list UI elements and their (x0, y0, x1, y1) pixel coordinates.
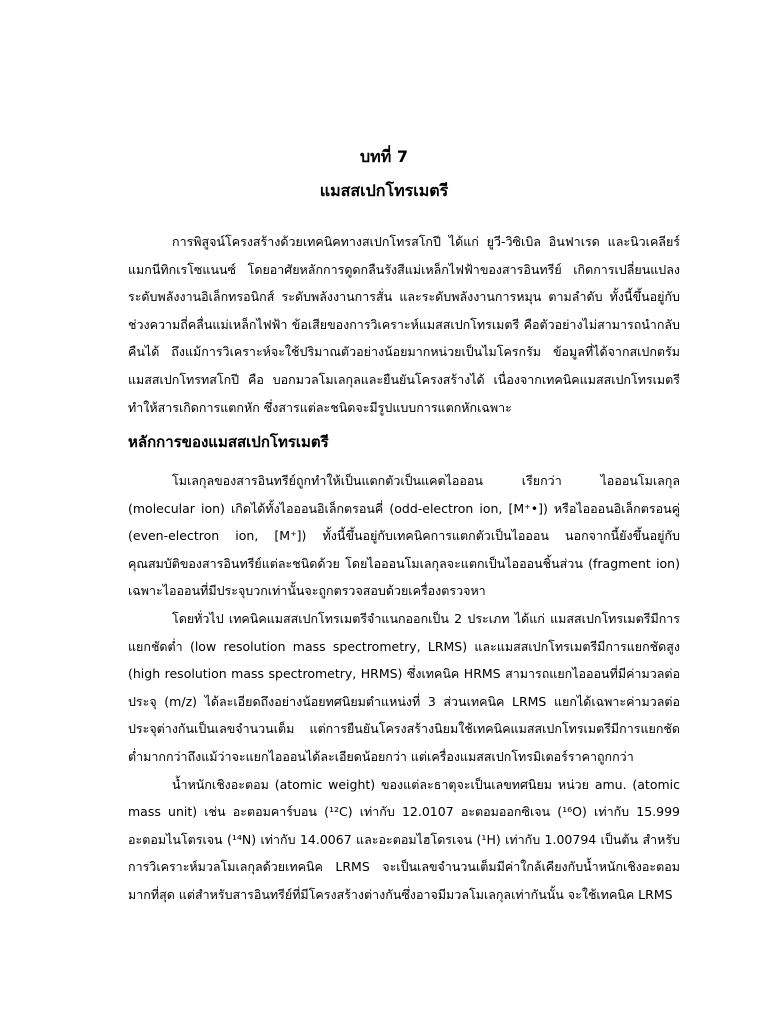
section-paragraph-3: น้ำหนักเชิงอะตอม (atomic weight) ของแต่ละธาตุจะเป็นเลขทศนิยม หน่วย amu. (atomic mass unit) เช่น อะตอมคาร์บอน (¹²C) เท่ากับ 12.0107 อะตอมออกซิเจน (¹⁶O) เท่ากับ 15.999 อะตอมไนโตรเจน (¹⁴N) เท่ากับ 14.0067 และอะตอมไฮโดรเจน (¹H) เท่ากับ 1.00794 เป็นต้น สำหรับการวิเคราะห์มวลโมเลกุลด้วยเทคนิค LRMS จะเป็นเลขจำนวนเต็มมีค่าใกล้เคียงกับน้ำหนักเชิงอะตอมมากที่สุด แต่สำหรับสารอินทรีย์ที่มีโครงสร้างต่างกันซึ่งอาจมีมวลโมเลกุลเท่ากันนั้น จะใช้เทคนิค LRMS (128, 776, 680, 902)
section-heading: หลักการของแมสสเปกโทรเมตรี (128, 433, 329, 451)
section-body (128, 467, 680, 909)
chapter-number: บทที่ 7 (360, 147, 408, 166)
intro-paragraph: การพิสูจน์โครงสร้างด้วยเทคนิคทางสเปกโทรสโกปี ได้แก่ ยูวี-วิซิเบิล อินฟาเรด และนิวเคลียร์แมกนีทิกเรโซแนนซ์ โดยอาศัยหลักการดูดกลืนรังสีแม่เหล็กไฟฟ้าของสารอินทรีย์ เกิดการเปลี่ยนแปลงระดับพลังงานอิเล็กทรอนิกส์ ระดับพลังงานการสั่น และระดับพลังงานการหมุน ตามลำดับ ทั้งนี้ขึ้นอยู่กับช่วงความถี่คลื่นแม่เหล็กไฟฟ้า ข้อเสียของการวิเคราะห์แมสสเปกโทรเมตรี คือตัวอย่างไม่สามารถนำกลับคืนได้ ถึงแม้การวิเคราะห์จะใช้ปริมาณตัวอย่างน้อยมากหน่วยเป็นไมโครกรัม ข้อมูลที่ได้จากสเปกตรัมแมสสเปกโทรทสโกปี คือ บอกมวลโมเลกุลและยืนยันโครงสร้างได้ เนื่องจากเทคนิคแมสสเปกโทรเมตรีทำให้สารเกิดการแตกหัก ซึ่งสารแต่ละชนิดจะมีรูปแบบการแตกหักเฉพาะ (128, 234, 680, 415)
section-paragraph-1: โมเลกุลของสารอินทรีย์ถูกทำให้เป็นแตกตัวเป็นแคตไอออน เรียกว่า ไอออนโมเลกุล (molecular ion) เกิดได้ทั้งไอออนอิเล็กตรอนคี่ (odd-electron ion, [M⁺•]) หรือไอออนอิเล็กตรอนคู่ (even-electron ion, [M⁺]) ทั้งนี้ขึ้นอยู่กับเทคนิคการแตกตัวเป็นไอออน นอกจากนี้ยังขึ้นอยู่กับคุณสมบัติของสารอินทรีย์แต่ละชนิดด้วย โดยไอออนโมเลกุลจะแตกเป็นไอออนชิ้นส่วน (fragment ion) เฉพาะไอออนที่มีประจุบวกเท่านั้นจะถูกตรวจสอบด้วยเครื่องตรวจหา (128, 473, 680, 599)
chapter-heading (0, 140, 768, 208)
intro-section (128, 228, 680, 421)
section-paragraph-2: โดยทั่วไป เทคนิคแมสสเปกโทรเมตรีจำแนกออกเป็น 2 ประเภท ได้แก่ แมสสเปกโทรเมตรีมีการแยกชัดต่ำ (low resolution mass spectrometry, LRMS) และแมสสเปกโทรเมตรีมีการแยกชัดสูง (high resolution mass spectrometry, HRMS) ซึ่งเทคนิค HRMS สามารถแยกไอออนที่มีค่ามวลต่อประจุ (m/z) ได้ละเอียดถึงอย่างน้อยทศนิยมตำแหน่งที่ 3 ส่วนเทคนิค LRMS แยกได้เฉพาะค่ามวลต่อประจุต่างกันเป็นเลขจำนวนเต็ม แต่การยืนยันโครงสร้างนิยมใช้เทคนิคแมสสเปกโทรเมตรีมีการแยกชัดต่ำมากกว่าถึงแม้ว่าจะแยกไอออนได้ละเอียดน้อยกว่า แต่เครื่องแมสสเปกโทรมิเตอร์ราคาถูกกว่า (128, 610, 680, 764)
chapter-title: แมสสเปกโทรเมตรี (319, 181, 449, 200)
